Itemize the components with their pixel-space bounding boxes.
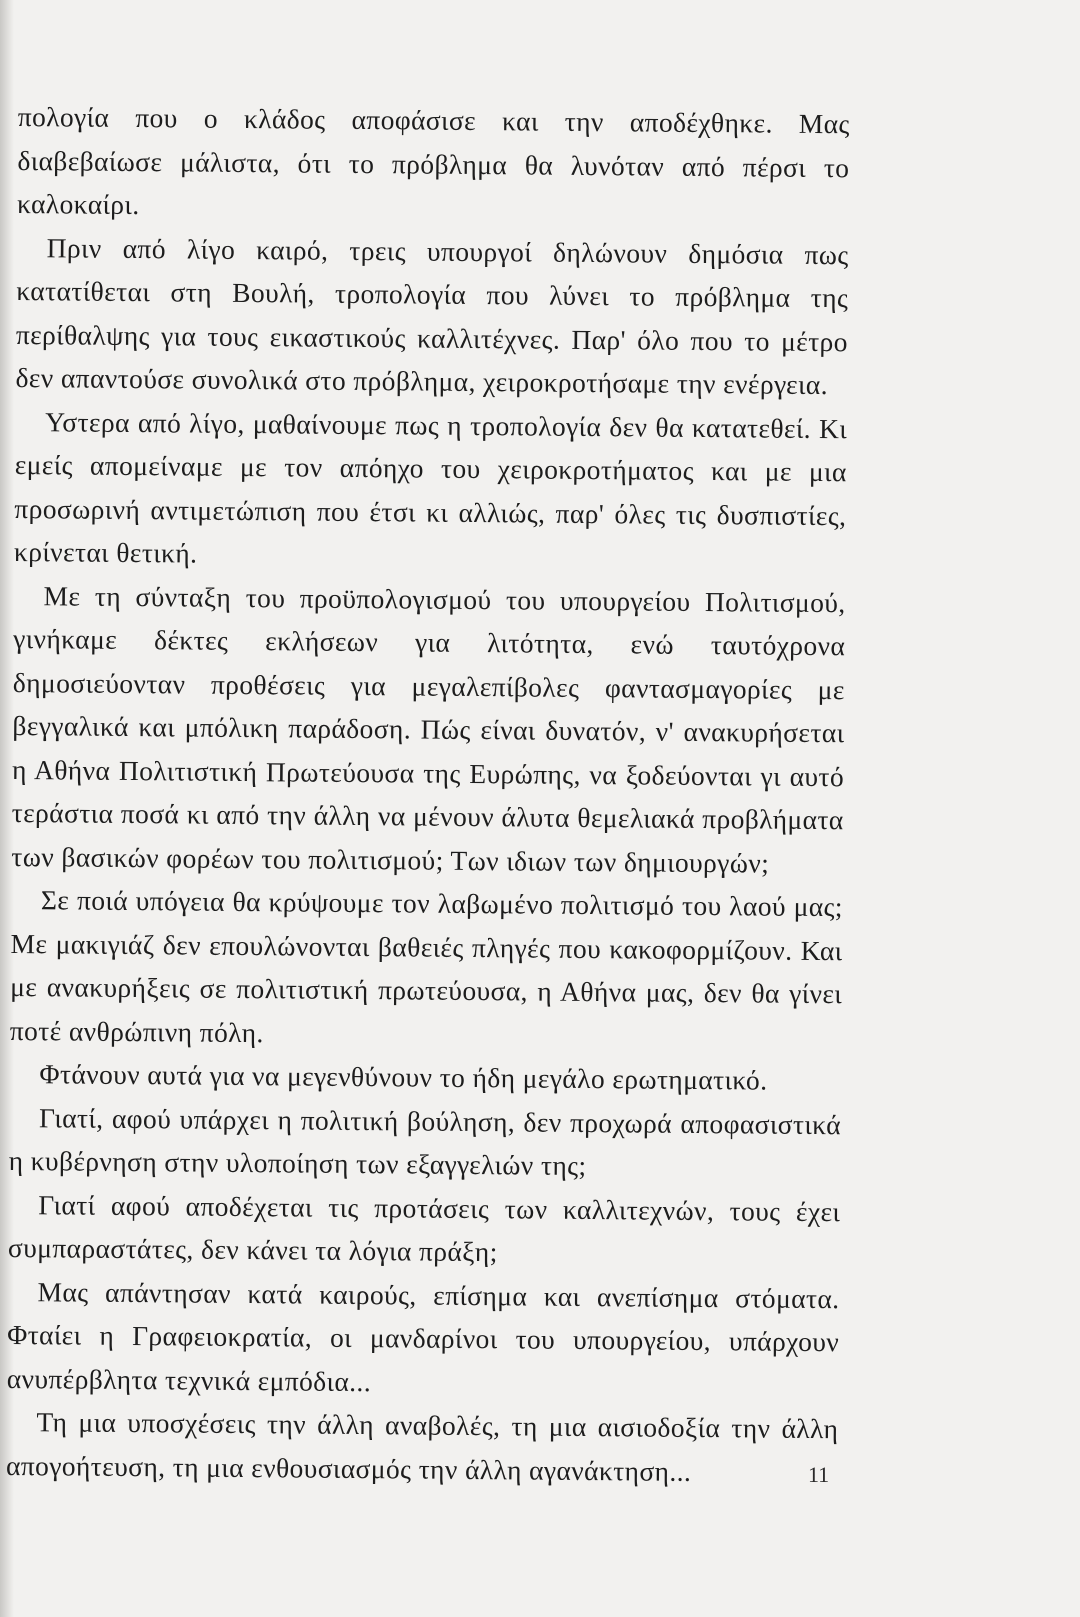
paragraph: Φτάνουν αυτά για να μεγενθύνουν το ήδη μεγάλο ερωτηματικό. [39,1058,768,1096]
paragraph: Με τη σύνταξη του προϋπολογισμού του υπουργείου Πολιτισμού, γινήκαμε δέκτες εκλήσεων για λιτότητα, ενώ ταυτόχρονα δημοσιεύονταν προθέσεις για μεγαλεπίβολες φαντασμαγορίες με βεγγαλικά και μπόλικη παράδοση. Πώς είναι δυνατόν, ν' ανακυρήσεται η Αθήνα Πολιτιστική Πρωτεύουσα της Ευρώπης, να ξοδεύονται γι αυτό τεράστια ποσά κι από την άλλη να μένουν άλυτα θεμελιακά προβλήματα των βασικών φορέων του πολιτισμού; Των ιδιων των δημιουργών; [11,579,846,879]
paragraph: Υστερα από λίγο, μαθαίνουμε πως η τροπολογία δεν θα κατατεθεί. Κι εμείς απομείναμε με τον απόηχο του χειροκροτήματος και με μια προσωρινή αντιμετώπιση που έτσι κι αλλιώς, παρ' όλες τις δυσπιστίες, κρίνεται θετική. [13,405,848,569]
paragraph: Σε ποιά υπόγεια θα κρύψουμε τον λαβωμένο πολιτισμό του λαού μας; Με μακιγιάζ δεν επουλώνονται βαθειές πληγές που κακοφορμίζουν. Και με ανακυρήξεις σε πολιτιστική πρωτεύουσα, η Αθήνα μας, δεν θα γίνει ποτέ ανθρώπινη πόλη. [9,884,844,1048]
paragraph: Γιατί, αφού υπάρχει η πολιτική βούληση, δεν προχωρά αποφασιστικά η κυβέρνηση στην υλοποίηση των εξαγγελιών της; [8,1101,842,1182]
paragraph: Γιατί αφού αποδέχεται τις προτάσεις των καλλιτεχνών, τους έχει συμπαραστάτες, δεν κάνει τα λόγια πράξη; [7,1188,841,1268]
paragraph: Πριν από λίγο καιρό, τρεις υπουργοί δηλώνουν δημόσια πως κατατίθεται στη Βουλή, τροπολογία που λύνει το πρόβλημα της περίθαλψης για τους εικαστικούς καλλιτέχνες. Παρ' όλο που το μέτρο δεν απαντούσε συνολικά στο πρόβλημα, χειροκροτήσαμε την ενέργεια. [15,231,849,401]
paragraph: Τη μια υποσχέσεις την άλλη αναβολές, τη μια αισιοδοξία την άλλη απογοήτευση, τη μια ενθουσιασμός την άλλη αγανάκτηση... [5,1406,839,1487]
page-number: 11 [808,1462,830,1487]
paragraph-continuation: πολογία που ο κλάδος αποφάσισε και την αποδέχθηκε. Μας διαβεβαίωσε μάλιστα, ότι το πρόβλημα θα λυνόταν από πέρσι το καλοκαίρι. [16,100,850,221]
body-text [6,95,850,1494]
paragraph: Μας απάντησαν κατά καιρούς, επίσημα και ανεπίσημα στόματα. Φταίει η Γραφειοκρατία, οι μανδαρίνοι του υπουργείου, υπάρχουν ανυπέρβλητα τεχνικά εμπόδια... [6,1275,840,1397]
